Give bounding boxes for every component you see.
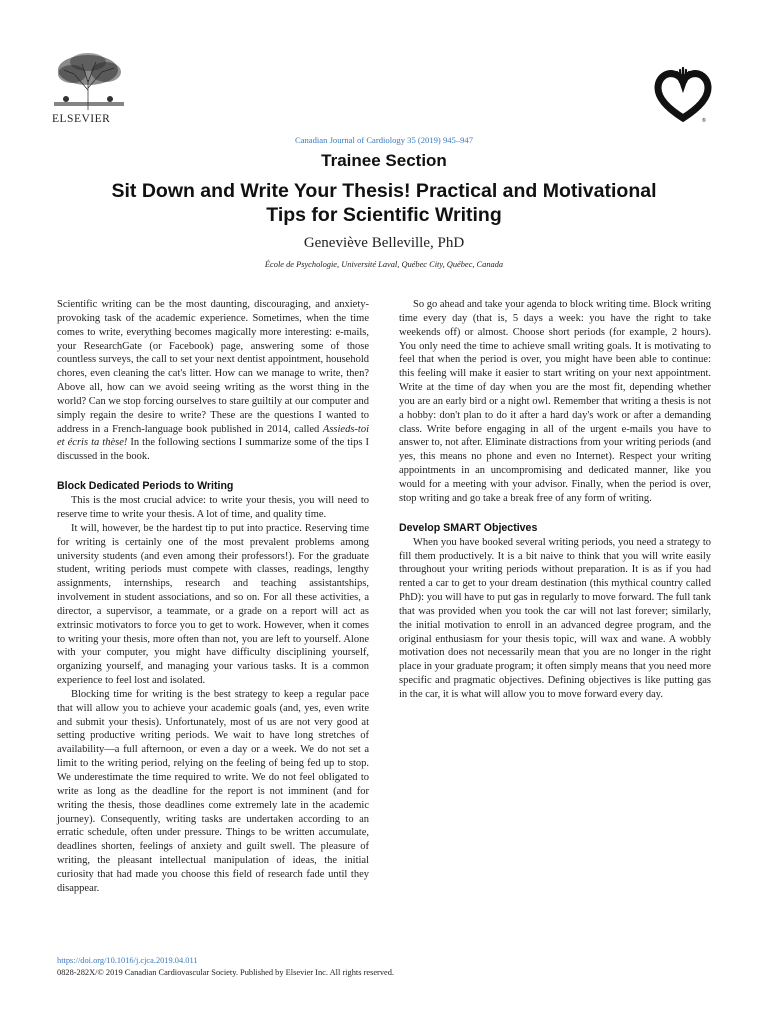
title-line-2: Tips for Scientific Writing	[266, 204, 502, 226]
publisher-name: ELSEVIER	[52, 113, 111, 125]
doi-link[interactable]: https://doi.org/10.1016/j.cjca.2019.04.011	[57, 956, 198, 965]
journal-citation: Canadian Journal of Cardiology 35 (2019) 945–947	[294, 135, 474, 145]
body-column-right	[399, 298, 711, 702]
journal-heart-logo-icon	[654, 66, 712, 126]
svg-text:®: ®	[702, 118, 706, 124]
heading-block-periods: Block Dedicated Periods to Writing	[57, 480, 234, 493]
author-affiliation: École de Psychologie, Université Laval, Québec City, Québec, Canada	[264, 260, 504, 269]
article-title	[64, 179, 704, 227]
block-paragraph-1: This is the most crucial advice: to write your thesis, you will need to reserve time to write your thesis. A lot of time, and quality time.	[57, 495, 369, 520]
copyright-notice: 0828-282X/© 2019 Canadian Cardiovascular Society. Published by Elsevier Inc. All rights reserved.	[57, 968, 395, 977]
heading-smart-objectives: Develop SMART Objectives	[399, 521, 538, 534]
author-name: Geneviève Belleville, PhD	[303, 235, 465, 251]
smart-paragraph-1: When you have booked several writing periods, you need a strategy to fill them productively. It is a bit naive to think that you will write easily throughout your writing periods without preparation. It is as if you had rented a car to get to your dream destination (this mythical country called PhD): you will have to put gas in regularly to move forward. The full tank that was provided when you took the car will not last forever; similarly, the initial motivation to enroll in an advanced degree program, and the original enthusiasm for your thesis topic, will wax and wane. A wobbly motivation does not necessarily mean that you are no longer in the right place in your graduate program; it often simply means that you need more specific and pragmatic objectives. Defining objectives is like putting gas in the car, it is what will allow you to move forward every day.	[399, 536, 711, 700]
title-line-1: Sit Down and Write Your Thesis! Practical and Motivational	[111, 180, 657, 202]
block-paragraph-3: Blocking time for writing is the best strategy to keep a regular pace that will allow you to achieve your academic goals (and, yes, even write and submit your thesis). Unfortunately, most of us are not very good at setting productive writing periods. We wait to have long stretches of availability—a full afternoon, or even a day or a week. We do not set a limit to the writing period, relying on the feeling of being fed up to stop. We underestimate the time required to write. We do not feel obligated to write as long as the deadline for the report is not imminent (and for writing the thesis, those deadlines come extremely late in the academic journey). Consequently, writing tasks are undertaken according to an erratic schedule, often under pressure. Things to be written accumulate, deadlines shorten, feelings of anxiety and guilt swell. The pleasure of writing, the pleasant intellectual manipulation of ideas, the initial curiosity that had made you choose this field of research fade until they disappear.	[57, 688, 369, 894]
book-title: Assieds-toi et écris ta thèse!	[57, 423, 369, 449]
section-label: Trainee Section	[321, 151, 447, 170]
elsevier-tree-logo	[52, 50, 126, 112]
block-paragraph-2: It will, however, be the hardest tip to put into practice. Reserving time for writing is certainly one of the most prevalent problems among university students (and even among their professors!). For the graduate student, writing periods must compete with classes, readings, lengthy assignments, internships, research and teaching assistantships, involvement in student associations, and so on. For all these activities, a director, a supervisor, a teammate, or a grade on a report will act as extrinsic motivators to force you to get to work. However, when it comes to writing your thesis, more often than not, you are left to yourself. Alone with your computer, you might have difficulty disciplining yourself, organizing yourself, and managing your various tasks. It is a common experience to feel lost and isolated.	[57, 522, 369, 687]
intro-paragraph: Scientific writing can be the most daunting, discouraging, and anxiety-provoking task of the academic experience. Sometimes, when the time comes to write, everything becomes magically more interesting: e-mails, your ResearchGate (or Facebook) page, answering some of those countless surveys, the call to set your next dentist appointment, household chores, even cleaning the cat's litter. How can we manage to write, then? Above all, how can we avoid seeing writing as the worst thing in the world? Can we stop forcing ourselves to stare guiltily at our computer and simply regain the desire to write? These are the questions I wanted to address in a French-language book published in 2014, called Assieds-toi et écris ta thèse! In the following sections I summarize some of the tips I discussed in the book.	[57, 299, 370, 463]
body-column-left	[57, 298, 369, 896]
block-paragraph-4: So go ahead and take your agenda to block writing time. Block writing time every day (that is, 5 days a week: you have the right to take weekends off) or almost. Choose short periods (for example, 2 hours). You only need the time to achieve small writing goals. It is motivating to feel that when the period is over, you might have been able to continue: this feeling will make it easier to start writing on your next appointment. Write at the time of day when you are the most fit, depending whether you are an early bird or a night owl. Remember that writing a thesis is not a hobby: don't plan to do it after a hard day's work or after a demanding class. Write before engaging in all of the urgent e-mails you have to answer to, not after. Eliminate distractions from your writing periods (and yes, this means no phone and even no Internet). Respect your writing appointments in an uncompromising and dedicated manner, like you would for a meeting with your advisor. Finally, when the period is over, stop writing and go take a break free of any form of writing.	[399, 299, 711, 504]
